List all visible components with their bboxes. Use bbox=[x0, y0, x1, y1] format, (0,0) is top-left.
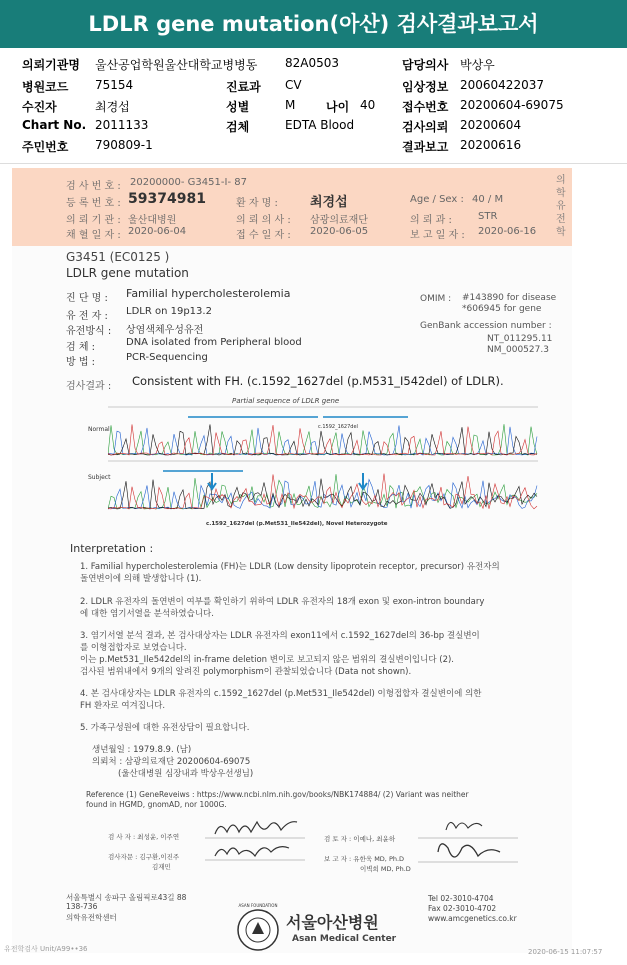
value-sex: M bbox=[285, 98, 296, 112]
interp-line-4: 에 대한 염기서열을 분석하였습니다. bbox=[80, 609, 214, 619]
label-req-institution: 의뢰기관명 bbox=[22, 58, 80, 72]
interp-line-1: 1. Familial hypercholesterolemia (FH)는 LDLR (Low density lipoprotein receptor, precursor) 유전자의 bbox=[80, 562, 500, 572]
interp-line-10: FH 환자로 여겨집니다. bbox=[80, 701, 166, 711]
value-doctor: 박상우 bbox=[460, 58, 495, 72]
label-doctor: 담당의사 bbox=[402, 58, 449, 72]
inherit-label: 유전방식 : bbox=[66, 326, 112, 337]
hospital-name-en: Asan Medical Center bbox=[292, 934, 397, 944]
gene-label: 유 전 자 : bbox=[66, 311, 108, 322]
hospital-name-kr: 서울아산병원 bbox=[286, 913, 379, 932]
trace-line bbox=[108, 474, 537, 509]
test-code: G3451 (EC0125 ) bbox=[66, 250, 170, 264]
asan-foundation-seal bbox=[236, 908, 280, 952]
interp-line-9: 4. 본 검사대상자는 LDLR 유전자의 c.1592_1627del (p.Met531_Ile542del) 이형접합자 결실변이에 의한 bbox=[80, 689, 482, 699]
seal-text: ASAN FOUNDATION bbox=[238, 903, 278, 908]
report-date-label: 보 고 일 자 : bbox=[410, 230, 465, 241]
genbank-label: GenBank accession number : bbox=[420, 321, 552, 331]
address-1: 서울특별시 송파구 올림픽로43길 88 bbox=[66, 893, 187, 902]
trace-line bbox=[108, 479, 537, 509]
header-row-1 bbox=[22, 56, 258, 73]
collect-date: 2020-06-04 bbox=[128, 226, 187, 237]
interp-line-8: 검사된 범위내에서 9개의 알려진 polymorphism이 관찰되었습니다 (Data not shown). bbox=[80, 667, 412, 677]
footer-timestamp: 2020-06-15 11:07:57 bbox=[528, 948, 603, 956]
inner-deletion-label: c.1592_1627del bbox=[318, 424, 358, 430]
label-hospital-code: 병원코드 bbox=[22, 80, 69, 94]
label-test-request: 검사의뢰 bbox=[402, 120, 449, 134]
value-dept: CV bbox=[285, 78, 302, 92]
address-2: 138-736 bbox=[66, 902, 98, 911]
value-patient: 최경섭 bbox=[95, 100, 130, 114]
value-chart-no: 2011133 bbox=[95, 118, 149, 132]
reference-2: found in HGMD, gnomAD, nor 1000G. bbox=[86, 800, 227, 809]
side-label: 의학유전학 bbox=[556, 175, 566, 238]
test-name: LDLR gene mutation bbox=[66, 266, 189, 280]
arrow-down-icon bbox=[208, 473, 216, 489]
birth-date: 생년월일 : 1979.8.9. (남) bbox=[92, 745, 192, 755]
exam-no-label: 검 사 번 호 : bbox=[66, 181, 121, 192]
tel: Tel 02-3010-4704 bbox=[428, 894, 494, 903]
interpretation-title: Interpretation : bbox=[70, 542, 154, 555]
value-hospital-code: 75154 bbox=[95, 78, 134, 92]
label-patient: 수진자 bbox=[22, 100, 57, 114]
label-clinical-info: 임상정보 bbox=[402, 80, 449, 94]
value-receipt-no: 20200604-69075 bbox=[460, 98, 564, 112]
normal-trace bbox=[108, 424, 537, 455]
footer-unit: 유전학검사 Unit/A99••36 bbox=[4, 945, 88, 953]
method-label: 방 법 : bbox=[66, 357, 96, 368]
reporter: 보 고 자 : 유한욱 MD, Ph.D bbox=[324, 855, 405, 863]
reg-no: 59374981 bbox=[128, 191, 206, 207]
examiner-advisor: 검사자문 : 김구환,이진주 bbox=[108, 853, 180, 861]
recv-label: 접 수 일 자 : bbox=[236, 230, 291, 241]
diag: Familial hypercholesterolemia bbox=[126, 287, 291, 300]
inherit: 상염색체우성유전 bbox=[126, 325, 204, 336]
examiner: 검 사 자 : 최성윤, 이주연 bbox=[108, 833, 180, 841]
label-age: 나이 bbox=[326, 100, 350, 114]
patient-name: 최경섭 bbox=[310, 195, 348, 210]
req-org: 울산대병원 bbox=[128, 215, 177, 226]
figure-title: Partial sequence of LDLR gene bbox=[232, 397, 340, 405]
arrow-down-icon bbox=[359, 473, 367, 489]
genbank-2: NM_000527.3 bbox=[487, 345, 549, 355]
value-result-report: 20200616 bbox=[460, 138, 522, 152]
collect-label: 채 혈 일 자 : bbox=[66, 230, 121, 241]
patient-label: 환 자 명 : bbox=[236, 198, 278, 209]
trace-line bbox=[108, 474, 537, 510]
interp-line-2: 돌연변이에 의해 발생합니다 (1). bbox=[80, 574, 202, 584]
genbank-1: NT_011295.11 bbox=[487, 334, 553, 344]
report-date: 2020-06-16 bbox=[478, 226, 537, 237]
interp-line-6: 를 이형접합자로 보였습니다. bbox=[80, 643, 187, 653]
exam-no: 20200000- G3451-I- 87 bbox=[130, 177, 247, 188]
reviewer: 검 토 자 : 이예나, 최윤하 bbox=[324, 835, 396, 843]
reviewer-signature bbox=[418, 812, 528, 874]
value-clinical-info: 20060422037 bbox=[460, 78, 544, 92]
specimen-label: 검 체 : bbox=[66, 342, 96, 353]
recv-date: 2020-06-05 bbox=[310, 226, 369, 237]
subject-trace bbox=[108, 474, 537, 510]
value-resident-no: 790809-1 bbox=[95, 138, 153, 152]
label-resident-no: 주민번호 bbox=[22, 140, 69, 154]
req-to: 삼광의료재단 bbox=[310, 215, 368, 226]
specimen: DNA isolated from Peripheral blood bbox=[126, 337, 302, 348]
interp-line-7: 이는 p.Met531_Ile542del의 in-frame deletion 변이로 보고되지 않은 범위의 결실변이입니다 (2). bbox=[80, 655, 454, 665]
label-result-report: 결과보고 bbox=[402, 140, 449, 154]
label-sex: 성별 bbox=[226, 100, 250, 114]
omim-label: OMIM : bbox=[420, 294, 452, 304]
address-3: 의학유전학센터 bbox=[66, 913, 117, 922]
chromatogram bbox=[108, 405, 538, 515]
omim-2: *606945 for gene bbox=[462, 304, 542, 314]
label-specimen: 검체 bbox=[226, 120, 250, 134]
report-title: LDLR gene mutation(아산) 검사결과보고서 bbox=[0, 0, 627, 48]
fax: Fax 02-3010-4702 bbox=[428, 904, 497, 913]
gene: LDLR on 19p13.2 bbox=[126, 306, 212, 317]
interp-line-3: 2. LDLR 유전자의 돌연변이 여부를 확인하기 위하여 LDLR 유전자의 18개 exon 및 exon-intron boundary bbox=[80, 597, 485, 607]
req-org-label: 의 뢰 기 관 : bbox=[66, 215, 121, 226]
req-to-label: 의 뢰 의 사 : bbox=[236, 215, 291, 226]
value-ward-code: 82A0503 bbox=[285, 56, 340, 70]
result-label: 검사결과 : bbox=[66, 381, 112, 392]
examiner-advisor-2: 김재민 bbox=[152, 863, 171, 871]
dept-label: 의 뢰 과 : bbox=[410, 215, 452, 226]
omim-1: #143890 for disease bbox=[462, 293, 557, 303]
requester: 의뢰처 : 삼광의료재단 20200604-69075 bbox=[92, 757, 251, 767]
interp-line-5: 3. 염기서열 분석 결과, 본 검사대상자는 LDLR 유전자의 exon11에서 c.1592_1627del의 36-bp 결실변이 bbox=[80, 631, 480, 641]
agesex-label: Age / Sex : bbox=[410, 194, 464, 205]
interp-line-11: 5. 가족구성원에 대한 유전상담이 필요합니다. bbox=[80, 723, 250, 733]
figure-caption: c.1592_1627del (p.Met531_Ile542del), Novel Heterozygote bbox=[206, 521, 388, 527]
label-chart-no: Chart No. bbox=[22, 118, 87, 132]
value-req-institution: 울산공업학원울산대학교병병동 bbox=[95, 58, 258, 72]
requester-detail: (울산대병원 심장내과 박상우선생님) bbox=[118, 769, 254, 779]
report-header bbox=[0, 48, 627, 164]
label-dept: 진료과 bbox=[226, 80, 261, 94]
reg-no-label: 등 록 번 호 : bbox=[66, 198, 121, 209]
label-receipt-no: 접수번호 bbox=[402, 100, 449, 114]
subject-label: Subject bbox=[88, 474, 111, 481]
value-specimen: EDTA Blood bbox=[285, 118, 355, 132]
result-text: Consistent with FH. (c.1592_1627del (p.M531_I542del) of LDLR). bbox=[132, 374, 504, 388]
website: www.amcgenetics.co.kr bbox=[428, 914, 517, 923]
agesex: 40 / M bbox=[472, 194, 504, 205]
reference-1: Reference (1) GeneReveiws : https://www.ncbi.nlm.nih.gov/books/NBK174884/ (2) Variant was neither bbox=[86, 790, 469, 799]
normal-label: Normal bbox=[88, 426, 110, 433]
method: PCR-Sequencing bbox=[126, 352, 208, 363]
diag-label: 진 단 명 : bbox=[66, 293, 108, 304]
value-test-request: 20200604 bbox=[460, 118, 522, 132]
value-age: 40 bbox=[360, 98, 376, 112]
reporter-2: 이벽희 MD, Ph.D bbox=[360, 865, 411, 873]
dept: STR bbox=[478, 211, 498, 222]
examiner-signature bbox=[205, 812, 315, 872]
